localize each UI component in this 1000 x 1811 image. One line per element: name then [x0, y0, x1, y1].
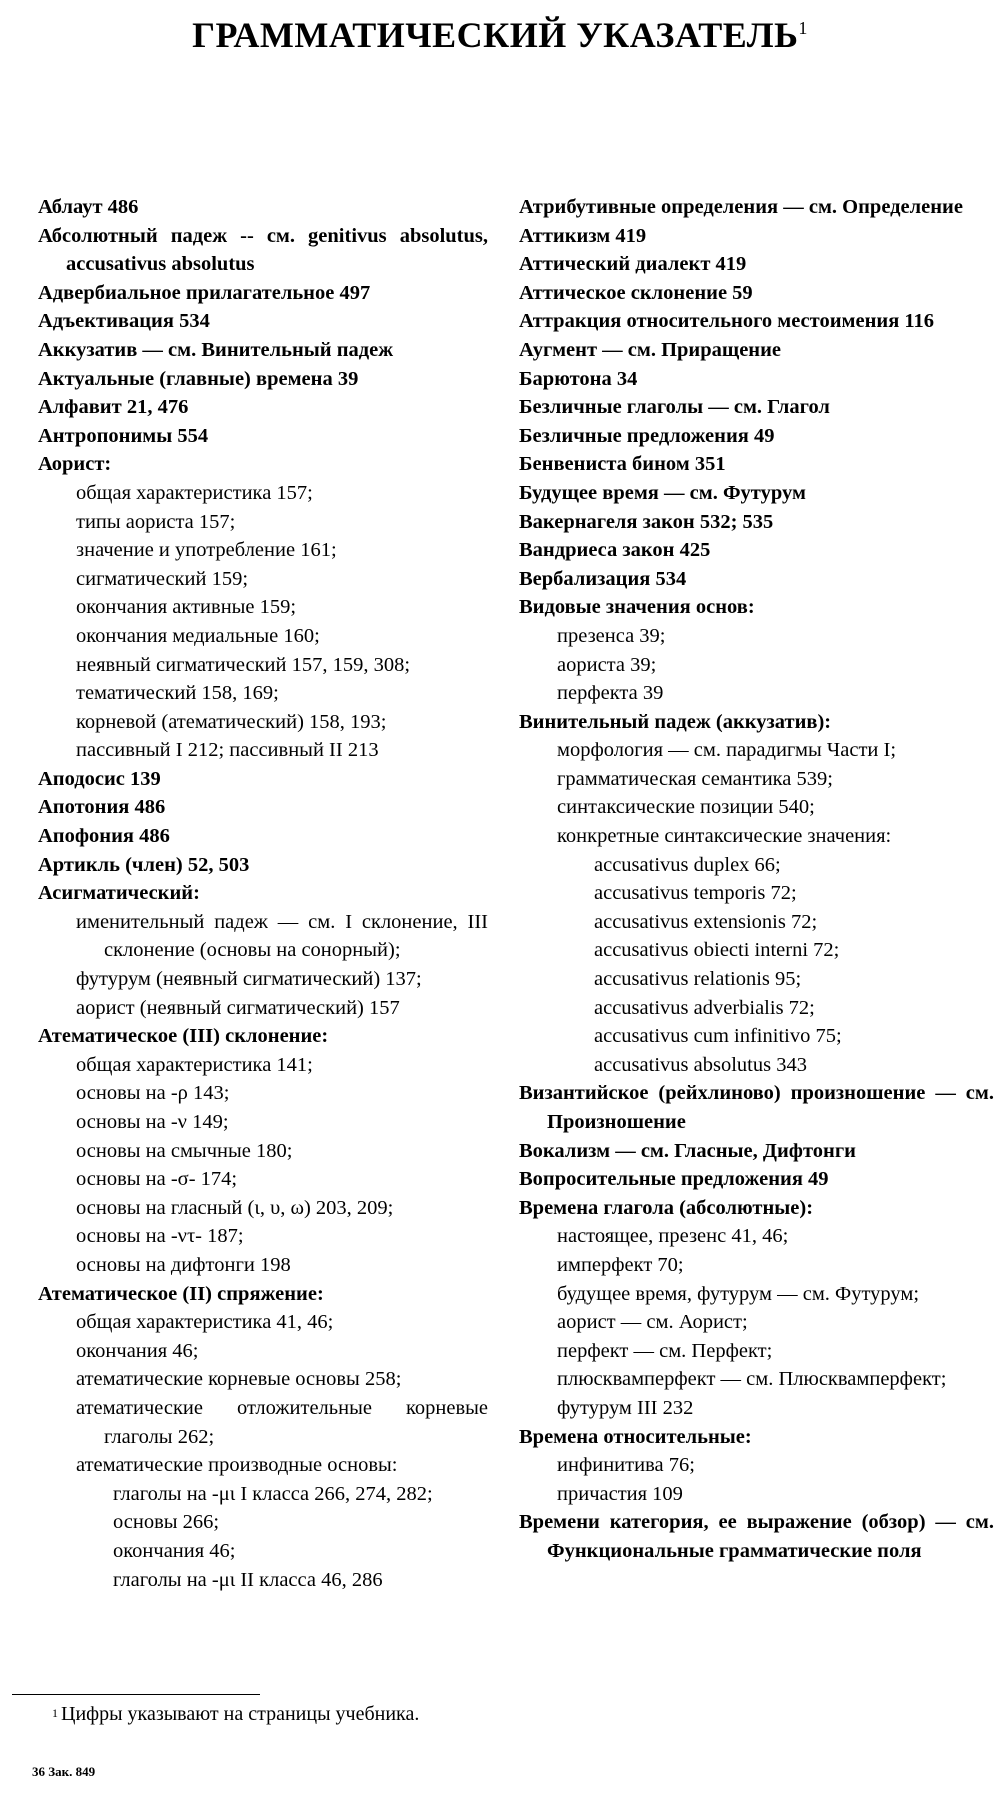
- index-subentry: accusativus absolutus 343: [594, 1053, 807, 1076]
- index-subentry: неявный сигматический 157, 159, 308;: [76, 653, 411, 676]
- index-entry-heading: Апотония 486: [38, 796, 166, 819]
- index-subentry: синтаксические позиции 540;: [557, 796, 815, 819]
- footnote-divider: [12, 1694, 260, 1695]
- index-subentry: основы на гласный (ι, υ, ω) 203, 209;: [76, 1196, 394, 1219]
- index-subentry: accusativus adverbialis 72;: [594, 996, 815, 1019]
- index-subentry: основы на -ντ- 187;: [76, 1225, 244, 1248]
- index-subentry: причастия 109: [557, 1482, 683, 1505]
- index-subentry: атематические отложительные корневые глаголы 262;: [76, 1396, 488, 1448]
- index-subentry: общая характеристика 141;: [76, 1053, 313, 1076]
- index-entry-heading: Византийское (рейхлиново) произношение — см. Произношение: [519, 1082, 994, 1133]
- index-subentry: корневой (атематический) 158, 193;: [76, 710, 387, 733]
- index-entry-heading: Аккузатив — см. Винительный падеж: [38, 338, 394, 361]
- index-subentry: конкретные синтаксические значения:: [557, 825, 892, 848]
- index-subentry: accusativus duplex 66;: [594, 853, 781, 876]
- index-subentry: окончания активные 159;: [76, 596, 297, 619]
- index-entry-heading: Аорист:: [38, 453, 112, 476]
- index-entry-heading: Аттракция относительного местоимения 116: [519, 310, 935, 333]
- index-subentry: основы 266;: [113, 1511, 220, 1534]
- index-entry-heading: Будущее время — см. Футурум: [519, 481, 806, 504]
- index-entry-heading: Времени категория, ее выражение (обзор) — см. Функциональные грамматические поля: [519, 1511, 994, 1562]
- index-entry-heading: Артикль (член) 52, 503: [38, 853, 250, 876]
- index-subentry: глаголы на -μι I класса 266, 274, 282;: [113, 1482, 433, 1505]
- index-subentry: основы на -σ- 174;: [76, 1168, 238, 1191]
- index-entry-heading: Аугмент — см. Приращение: [519, 338, 782, 361]
- index-entry-heading: Аттический диалект 419: [519, 253, 747, 276]
- index-entry-heading: Атематическое (III) склонение:: [38, 1025, 329, 1048]
- page-title-text: ГРАММАТИЧЕСКИЙ УКАЗАТЕЛЬ: [192, 15, 799, 55]
- index-entry-heading: Безличные предложения 49: [519, 424, 775, 447]
- index-subentry: плюсквамперфект — см. Плюсквамперфект;: [557, 1368, 947, 1391]
- index-entry-heading: Вандриеса закон 425: [519, 539, 711, 562]
- index-entry-heading: Вербализация 534: [519, 567, 687, 590]
- index-subentry: атематические корневые основы 258;: [76, 1368, 402, 1391]
- index-entry-heading: Безличные глаголы — см. Глагол: [519, 396, 830, 419]
- index-subentry: атематические производные основы:: [76, 1454, 398, 1477]
- index-subentry: сигматический 159;: [76, 567, 249, 590]
- index-entry-heading: Аблаут 486: [38, 196, 139, 218]
- index-subentry: презенса 39;: [557, 624, 666, 647]
- footnote-text: Цифры указывают на страницы учебника.: [61, 1703, 420, 1725]
- index-subentry: аорист (неявный сигматический) 157: [76, 996, 400, 1019]
- index-entry-heading: Адъективация 534: [38, 310, 210, 333]
- index-entry-heading: Аттикизм 419: [519, 224, 647, 247]
- index-subentry: accusativus extensionis 72;: [594, 910, 818, 933]
- footnote: [52, 1701, 419, 1727]
- printer-mark: 36 Зак. 849: [32, 1764, 96, 1779]
- index-subentry: основы на дифтонги 198: [76, 1253, 291, 1276]
- index-subentry: значение и употребление 161;: [76, 539, 337, 562]
- index-subentry: основы на -ν 149;: [76, 1111, 229, 1133]
- index-column-right: [519, 193, 994, 1566]
- index-subentry: окончания 46;: [113, 1539, 236, 1562]
- index-subentry: accusativus obiecti interni 72;: [594, 939, 840, 962]
- index-subentry: глаголы на -μι II класса 46, 286: [113, 1568, 383, 1591]
- title-footnote-mark: 1: [798, 18, 808, 38]
- index-subentry: окончания 46;: [76, 1339, 199, 1362]
- index-entry-heading: Апофония 486: [38, 825, 170, 848]
- index-subentry: общая характеристика 41, 46;: [76, 1311, 334, 1334]
- index-subentry: инфинитива 76;: [557, 1454, 695, 1477]
- index-entry-heading: Атематическое (II) спряжение:: [38, 1282, 324, 1305]
- index-column-left: [38, 193, 488, 1594]
- index-subentry: морфология — см. парадигмы Части I;: [557, 739, 897, 762]
- index-entry-heading: Алфавит 21, 476: [38, 396, 189, 419]
- index-subentry: перфекта 39: [557, 682, 664, 705]
- index-entry-heading: Аттическое склонение 59: [519, 281, 753, 304]
- index-subentry: имперфект 70;: [557, 1253, 684, 1276]
- footnote-mark: 1: [52, 1706, 58, 1720]
- index-subentry: окончания медиальные 160;: [76, 624, 320, 647]
- index-entry-heading: Актуальные (главные) времена 39: [38, 367, 359, 390]
- index-entry-heading: Винительный падеж (аккузатив):: [519, 710, 832, 733]
- index-entry-heading: Аподосис 139: [38, 767, 161, 790]
- page-title: [0, 14, 1000, 56]
- index-subentry: футурум (неявный сигматический) 137;: [76, 968, 422, 991]
- index-subentry: перфект — см. Перфект;: [557, 1339, 773, 1362]
- index-entry-heading: Абсолютный падеж -- см. genitivus absolutus, accusativus absolutus: [38, 224, 488, 276]
- index-subentry: грамматическая семантика 539;: [557, 767, 833, 790]
- index-subentry: accusativus cum infinitivo 75;: [594, 1025, 842, 1048]
- index-entry-heading: Барютона 34: [519, 367, 638, 390]
- index-entry-heading: Бенвениста бином 351: [519, 453, 726, 476]
- index-entry-heading: Времена глагола (абсолютные):: [519, 1196, 814, 1219]
- index-subentry: будущее время, футурум — см. Футурум;: [557, 1282, 920, 1305]
- index-subentry: аорист — см. Аорист;: [557, 1311, 748, 1334]
- index-entry-heading: Вокализм — см. Гласные, Дифтонги: [519, 1139, 856, 1162]
- index-subentry: настоящее, презенс 41, 46;: [557, 1225, 789, 1248]
- index-entry-heading: Времена относительные:: [519, 1425, 752, 1448]
- index-subentry: основы на -ρ 143;: [76, 1082, 230, 1105]
- index-entry-heading: Вопросительные предложения 49: [519, 1168, 829, 1191]
- index-subentry: футурум III 232: [557, 1396, 694, 1419]
- index-subentry: accusativus relationis 95;: [594, 968, 802, 991]
- index-subentry: accusativus temporis 72;: [594, 882, 797, 905]
- index-entry-heading: Адвербиальное прилагательное 497: [38, 281, 371, 304]
- index-subentry: пассивный I 212; пассивный II 213: [76, 739, 379, 762]
- index-entry-heading: Атрибутивные определения — см. Определение: [519, 196, 963, 218]
- index-entry-heading: Асигматический:: [38, 882, 200, 905]
- index-subentry: аориста 39;: [557, 653, 657, 676]
- index-subentry: основы на смычные 180;: [76, 1139, 293, 1162]
- index-entry-heading: Видовые значения основ:: [519, 596, 755, 619]
- index-entry-heading: Антропонимы 554: [38, 424, 209, 447]
- index-subentry: типы аориста 157;: [76, 510, 236, 533]
- index-subentry: именительный падеж — см. I склонение, III склонение (основы на сонорный);: [76, 910, 488, 962]
- index-subentry: общая характеристика 157;: [76, 481, 313, 504]
- index-subentry: тематический 158, 169;: [76, 682, 279, 705]
- index-entry-heading: Вакернагеля закон 532; 535: [519, 510, 774, 533]
